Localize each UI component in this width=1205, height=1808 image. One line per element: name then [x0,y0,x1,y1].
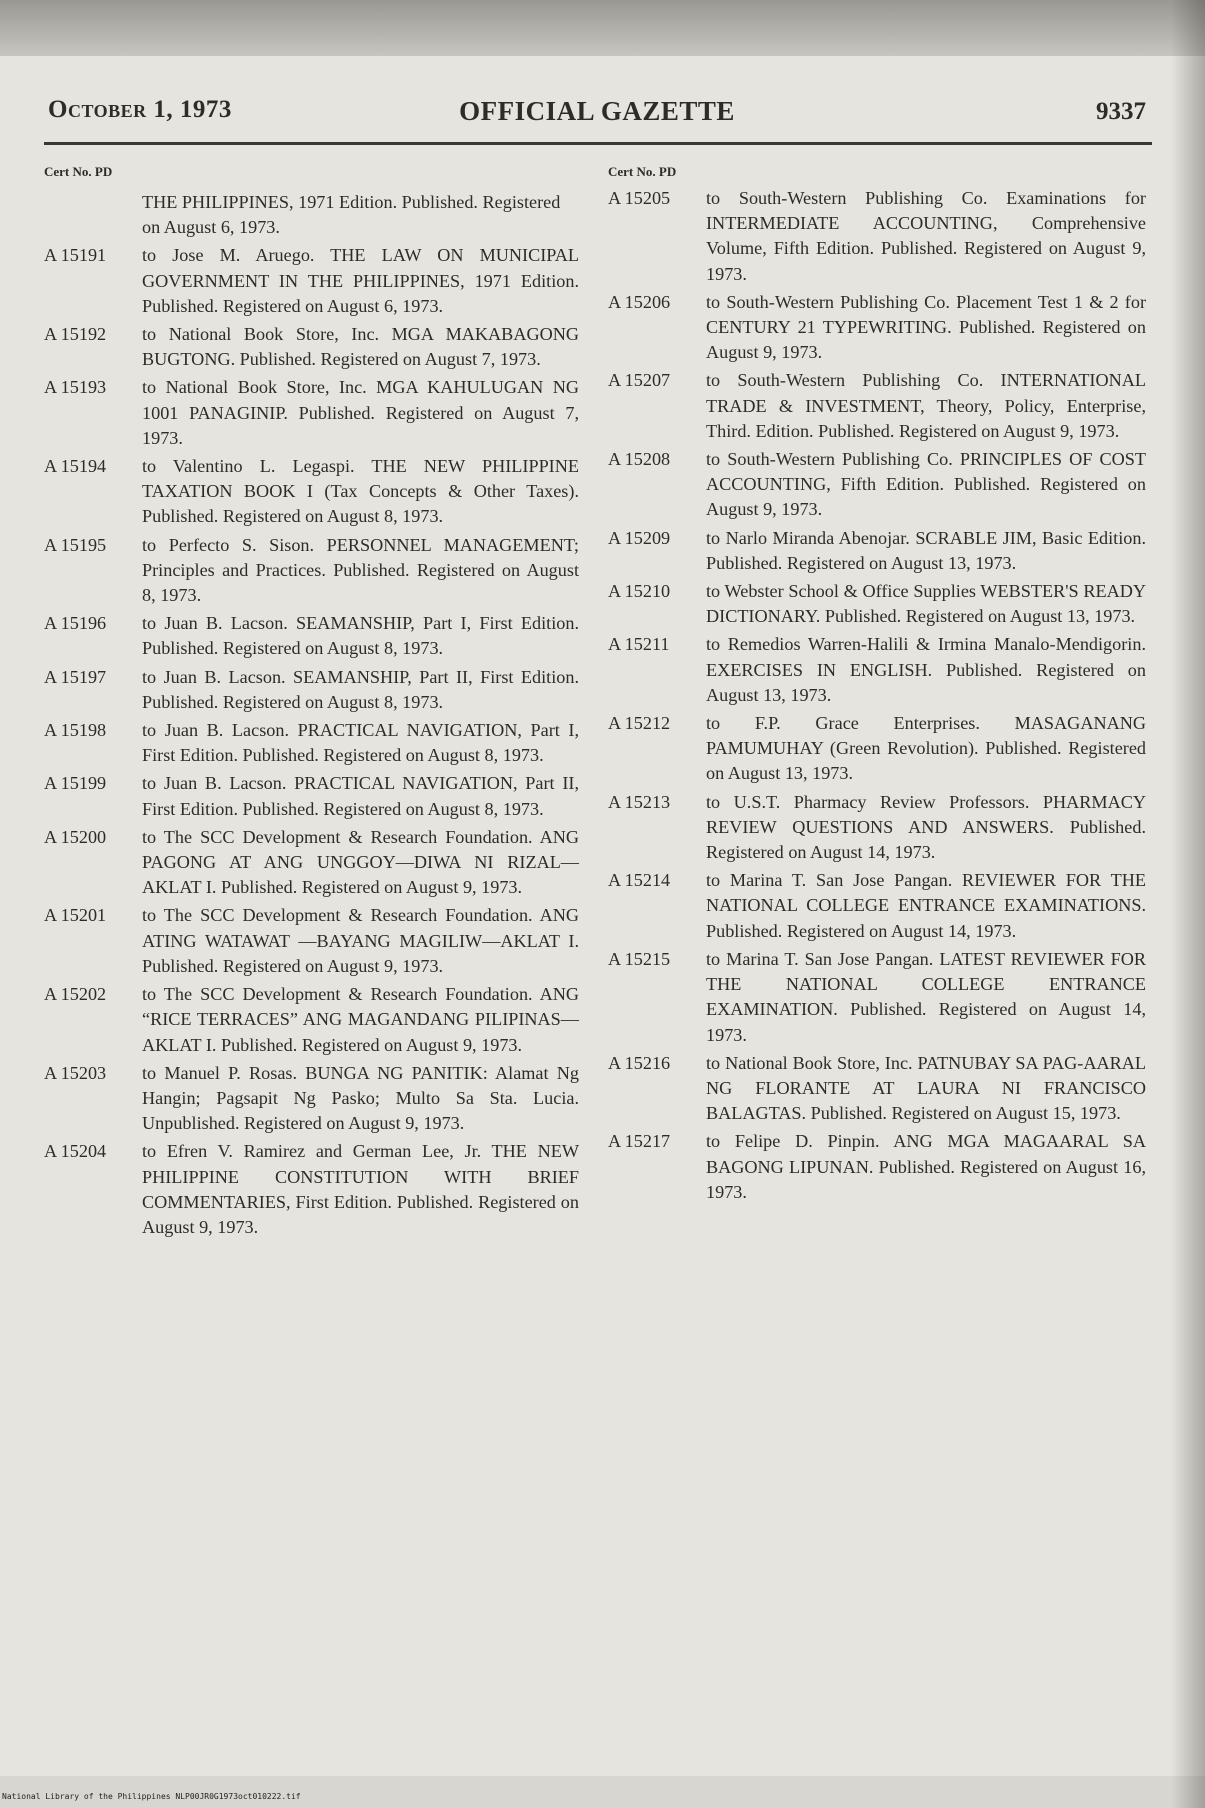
registration-entry [44,611,579,661]
cert-number: A 15191 [44,245,107,266]
right-entry-list [608,186,1146,1205]
registration-entry [44,1061,579,1137]
entry-text: to Marina T. San Jose Pangan. LATEST REVIEWER FOR THE NATIONAL COLLEGE ENTRANCE EXAMINATION. Published. Registered on August 14, 1973. [706,948,1146,1045]
registration-entry [44,454,579,530]
cert-number: A 15192 [44,324,107,345]
entry-text: to Jose M. Aruego. THE LAW ON MUNICIPAL GOVERNMENT IN THE PHILIPPINES, 1971 Edition. Published. Registered on August 6, 1973. [142,245,579,316]
cert-number: A 15217 [608,1131,671,1152]
cert-number: A 15202 [44,984,107,1005]
registration-entry [608,1051,1146,1127]
cert-number: A 15212 [608,713,671,734]
registration-entry [608,790,1146,866]
left-entry-list [44,243,579,1240]
column-header: Cert No. PD [608,164,677,179]
entry-text: to South-Western Publishing Co. Examinations for INTERMEDIATE ACCOUNTING, Comprehensive Volume, Fifth Edition. Published. Registered on August 9, 1973. [706,188,1146,284]
registration-entry [44,533,579,609]
entry-text: to Manuel P. Rosas. BUNGA NG PANITIK: Alamat Ng Hangin; Pagsapit Ng Pasko; Multo Sa Sta. Lucia. Unpublished. Registered on August 9, 1973. [142,1062,579,1134]
page-number: 9337 [1096,98,1146,125]
cert-number: A 15216 [608,1052,671,1073]
entry-text: to Webster School & Office Supplies WEBSTER'S READY DICTIONARY. Published. Registered on August 13, 1973. [706,581,1146,627]
cert-number: A 15208 [608,449,671,470]
entry-text: to Efren V. Ramirez and German Lee, Jr. THE NEW PHILIPPINE CONSTITUTION WITH BRIEF COMMENTARIES, First Edition. Published. Registered on August 9, 1973. [142,1141,579,1237]
registration-entry [608,526,1146,576]
entry-text: to Remedios Warren-Halili & Irmina Manalo-Mendigorin. EXERCISES IN ENGLISH. Published. Registered on August 13, 1973. [706,634,1146,705]
cert-number: A 15198 [44,720,107,741]
registration-entry [608,632,1146,708]
scan-border-top [0,0,1205,58]
entry-text: to South-Western Publishing Co. INTERNATIONAL TRADE & INVESTMENT, Theory, Policy, Enterprise, Third. Edition. Published. Registered on August 9, 1973. [706,370,1146,441]
registration-entry [608,447,1146,523]
cert-number: A 15209 [608,527,671,548]
cert-number: A 15206 [608,291,671,312]
cert-number: A 15205 [608,188,671,208]
cert-number: A 15204 [44,1141,107,1162]
cert-number: A 15197 [44,666,107,687]
cert-number: A 15213 [608,791,671,812]
cert-number: A 15196 [44,613,107,634]
registration-entry [608,711,1146,787]
entry-text: to The SCC Development & Research Foundation. ANG “RICE TERRACES” ANG MAGANDANG PILIPINAS—AKLAT I. Published. Registered on August 9, 1973. [142,984,579,1055]
entry-text: to Juan B. Lacson. PRACTICAL NAVIGATION, Part I, First Edition. Published. Registered on August 8, 1973. [142,720,579,766]
entry-text: to The SCC Development & Research Foundation. ANG ATING WATAWAT —BAYANG MAGILIW—AKLAT I. Published. Registered on August 9, 1973. [142,905,579,976]
issue-date: October 1, 1973 [48,96,232,123]
cert-number: A 15199 [44,773,107,794]
entry-text: to Narlo Miranda Abenojar. SCRABLE JIM, Basic Edition. Published. Registered on August 13, 1973. [706,527,1146,573]
registration-entry [44,243,579,319]
registration-entry [44,771,579,821]
cert-number: A 15203 [44,1062,107,1083]
entry-text: to National Book Store, Inc. MGA MAKABAGONG BUGTONG. Published. Registered on August 7, 1973. [142,324,579,370]
entry-text: to South-Western Publishing Co. PRINCIPLES OF COST ACCOUNTING, Fifth Edition. Published. Registered on August 9, 1973. [706,449,1146,520]
registration-entry [44,825,579,901]
entry-text: to National Book Store, Inc. PATNUBAY SA PAG-AARAL NG FLORANTE AT LAURA NI FRANCISCO BALAGTAS. Published. Registered on August 15, 1973. [706,1052,1146,1124]
cert-number: A 15214 [608,870,671,891]
entry-text: to South-Western Publishing Co. Placement Test 1 & 2 for CENTURY 21 TYPEWRITING. Published. Registered on August 9, 1973. [706,291,1146,363]
registration-entry [44,718,579,768]
cert-number: A 15194 [44,456,107,477]
publication-title: OFFICIAL GAZETTE [459,96,735,126]
entry-text: to National Book Store, Inc. MGA KAHULUGAN NG 1001 PANAGINIP. Published. Registered on August 7, 1973. [142,377,579,448]
column-header: Cert No. PD [44,164,113,179]
entry-text: to F.P. Grace Enterprises. MASAGANANG PAMUMUHAY (Green Revolution). Published. Registered on August 13, 1973. [706,713,1146,784]
continued-entry: THE PHILIPPINES, 1971 Edition. Published. Registered on August 6, 1973. [142,192,561,238]
registration-entry [608,290,1146,366]
registration-entry [608,579,1146,629]
left-column [44,164,579,1243]
entry-text: to Marina T. San Jose Pangan. REVIEWER FOR THE NATIONAL COLLEGE ENTRANCE EXAMINATIONS. Published. Registered on August 14, 1973. [706,870,1146,941]
registration-entry [44,903,579,979]
registration-entry [44,982,579,1058]
cert-number: A 15211 [608,634,670,655]
page-header [48,92,1146,132]
entry-text: to U.S.T. Pharmacy Review Professors. PHARMACY REVIEW QUESTIONS AND ANSWERS. Published. Registered on August 14, 1973. [706,791,1146,863]
entry-text: to The SCC Development & Research Foundation. ANG PAGONG AT ANG UNGGOY—DIWA NI RIZAL—AKLAT I. Published. Registered on August 9, 1973. [142,826,579,898]
cert-number: A 15193 [44,377,107,398]
cert-number: A 15200 [44,826,107,847]
cert-number: A 15195 [44,534,107,555]
scan-shadow-right [1171,0,1205,1808]
registration-entry [44,375,579,451]
header-rule [44,142,1152,145]
scan-footer: National Library of the Philippines NLP00JR0G1973oct010222.tif [2,1792,301,1801]
cert-number: A 15207 [608,370,671,391]
registration-entry [608,947,1146,1048]
registration-entry [608,868,1146,944]
cert-number: A 15210 [608,581,671,602]
entry-text: to Felipe D. Pinpin. ANG MGA MAGAARAL SA BAGONG LIPUNAN. Published. Registered on August 16, 1973. [706,1131,1146,1202]
cert-number: A 15215 [608,948,671,969]
entry-text: to Juan B. Lacson. SEAMANSHIP, Part I, First Edition. Published. Registered on August 8, 1973. [142,613,579,659]
right-column [608,164,1146,1208]
registration-entry [44,322,579,372]
registration-entry [608,368,1146,444]
entry-text: to Perfecto S. Sison. PERSONNEL MANAGEMENT; Principles and Practices. Published. Registered on August 8, 1973. [142,534,579,606]
registration-entry [44,1139,579,1240]
entry-text: to Juan B. Lacson. PRACTICAL NAVIGATION, Part II, First Edition. Published. Registered on August 8, 1973. [142,773,579,819]
entry-text: to Juan B. Lacson. SEAMANSHIP, Part II, First Edition. Published. Registered on August 8, 1973. [142,666,579,712]
registration-entry [44,665,579,715]
registration-entry [608,1129,1146,1205]
entry-text: to Valentino L. Legaspi. THE NEW PHILIPPINE TAXATION BOOK I (Tax Concepts & Other Taxes). Published. Registered on August 8, 1973. [142,456,579,527]
registration-entry [608,186,1146,287]
cert-number: A 15201 [44,905,107,926]
